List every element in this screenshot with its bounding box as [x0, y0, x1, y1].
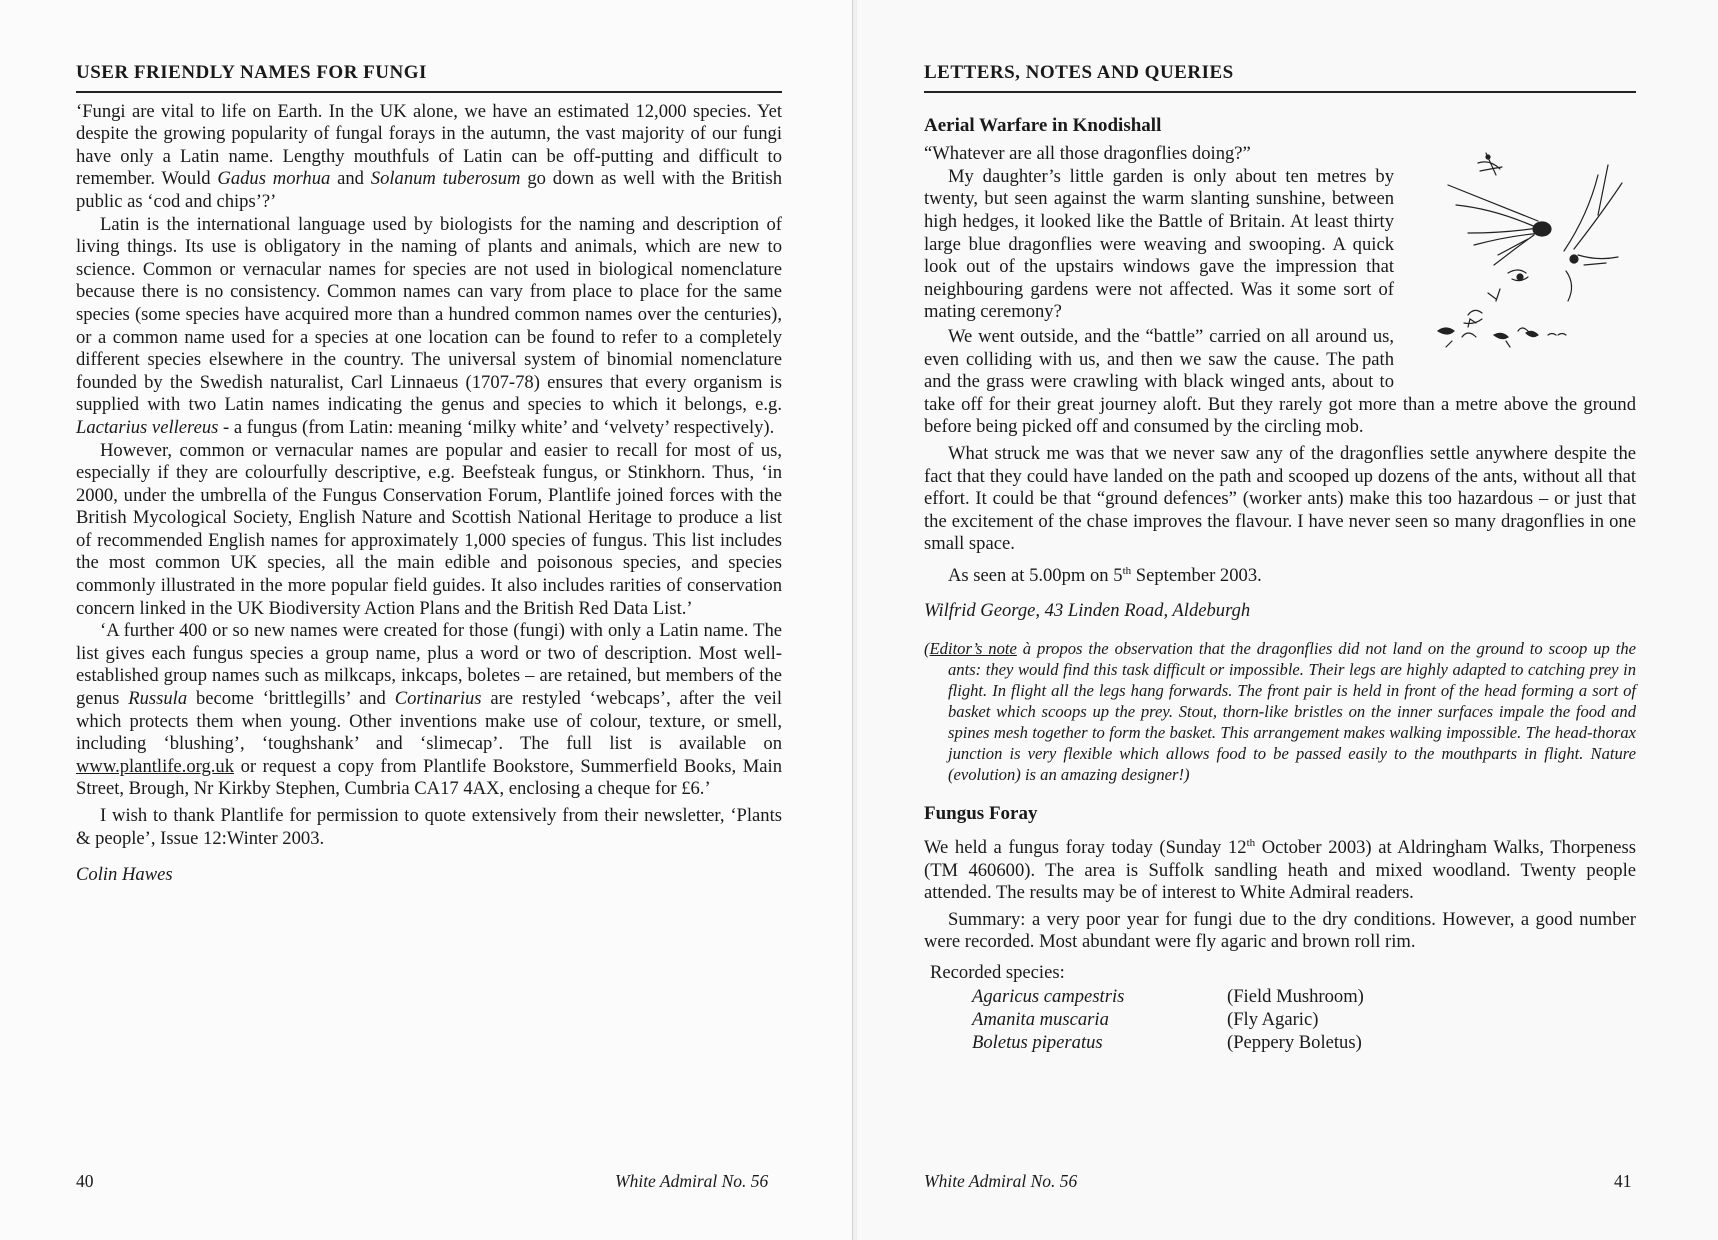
species-latin: Amanita muscaria — [972, 1008, 1109, 1030]
foray-paragraph-1: We held a fungus foray today (Sunday 12th October 2003) at Aldringham Walks, Thorpeness (TM 460600). The area is Suffolk sandling heath and mixed woodland. Twenty people attended. The results may be of interest to White Admiral readers. — [924, 836, 1636, 904]
paragraph-5: I wish to thank Plantlife for permission to quote extensively from their newsletter, ‘Plants & people’, Issue 12:Winter 2003. — [76, 805, 782, 849]
species-latin: Agaricus campestris — [972, 985, 1125, 1007]
left-column — [76, 62, 782, 887]
plantlife-link[interactable]: www.plantlife.org.uk — [76, 755, 235, 777]
journal-title-left: White Admiral No. 56 — [615, 1171, 769, 1191]
foray-paragraph-2: Summary: a very poor year for fungi due to the dry conditions. However, a good number were recorded. Most abundant were fly agaric and brown roll rim. — [924, 908, 1636, 953]
list-item — [924, 1008, 1636, 1031]
species-label: Recorded species: — [930, 962, 1065, 983]
species-common: (Peppery Boletus) — [1227, 1031, 1362, 1053]
editors-note: (Editor’s note à propos the observation that the dragonflies did not land on the ground to scoop up the ants: they would find this task difficult or impossible. Their legs are highly adapted to catching prey in flight. In flight all the legs hang forwards. The front pair is held in front of the head forming a sort of basket which scoops up the prey. Stout, thorn-like bristles on the inner surfaces impale the food and spines mesh together to form the basket. This arrangement makes walking impossible. The head-thorax junction is very flexible which allows food to be passed easily to the mouthparts in flight. Nature (evolution) is an amazing designer!) — [924, 639, 1637, 785]
left-page — [0, 0, 853, 1240]
list-item — [924, 985, 1636, 1008]
dragonfly-illustration — [1408, 145, 1642, 371]
letter-signature: Wilfrid George, 43 Linden Road, Aldeburgh — [924, 599, 1251, 621]
species-list — [924, 962, 1636, 1054]
paragraph-3: However, common or vernacular names are popular and easier to recall for most of us, especially if they are colourfully descriptive, e.g. Beefsteak fungus, or Stinkhorn. Thus, ‘in 2000, under the umbrella of the Fungus Conservation Forum, Plantlife joined forces with the British Mycological Society, English Nature and Scottish National Heritage to produce a list of recommended English names for approximately 1,000 species of fungus. This list includes the most common UK species, all the main edible and poisonous species, and species commonly illustrated in the more popular field guides. It also includes rarities of conservation concern linked in the UK Biodiversity Action Plans and the British Red Data List.’ — [76, 439, 782, 619]
list-item — [924, 1031, 1636, 1054]
paragraph-4: ‘A further 400 or so new names were created for those (fungi) with only a Latin name. The list gives each fungus species a group name, plus a word or two of description. Most well-established group names such as milkcaps, inkcaps, boletes – are retained, but members of the genus Russula become ‘brittlegills’ and Cortinarius are restyled ‘webcaps’, after the veil which protects them when young. Other inventions make use of colour, texture, or smell, including ‘blushing’, ‘toughshank’ and ‘slimecap’. The full list is available on www.plantlife.org.uk or request a copy from Plantlife Bookstore, Summerfield Books, Main Street, Brough, Nr Kirkby Stephen, Cumbria CA17 4AX, enclosing a cheque for £6.’ — [76, 620, 782, 800]
letter-opening-quote: “Whatever are all those dragonflies doing?” — [924, 143, 1251, 165]
journal-title-right: White Admiral No. 56 — [924, 1171, 1078, 1191]
species-common: (Fly Agaric) — [1227, 1008, 1319, 1030]
dragonfly-sketch-icon — [1408, 145, 1642, 371]
letter-paragraph-1: My daughter’s little garden is only about ten metres by twenty, but seen against the warm slanting sunshine, between high hedges, it looked like the Battle of Britain. At least thirty large blue dragonflies were weaving and swooping. A quick look out of the upstairs windows gave the impression that neighbouring gardens were not affected. Was it some sort of mating ceremony? — [924, 165, 1394, 323]
letter-title-aerial-warfare: Aerial Warfare in Knodishall — [924, 114, 1162, 136]
letter-paragraph-2: We went outside, and the “battle” carried on all around us, even colliding with us, and then we saw the cause. The path and the grass were crawling with black winged ants, about to take off for their great journey aloft. But they rarely got more than a metre above the ground before being picked off and consumed by the circling mob. — [924, 325, 1636, 438]
right-page — [857, 0, 1718, 1240]
letter-paragraph-3: What struck me was that we never saw any of the dragonflies settle anywhere despite the fact that they could have landed on the path and scooped up dozens of the ants, without all that effort. It could be that “ground defences” (worker ants) make this too hazardous – or just that the excitement of the chase improves the flavour. I have never seen so many dragonflies in one small space. — [924, 442, 1636, 555]
article-heading: USER FRIENDLY NAMES FOR FUNGI — [76, 62, 782, 93]
right-column — [924, 62, 1636, 1054]
page-number-right: 41 — [1614, 1171, 1632, 1191]
paragraph-1: ‘Fungi are vital to life on Earth. In the UK alone, we have an estimated 12,000 species. Yet despite the growing popularity of fungal forays in the autumn, the vast majority of our fungi have only a Latin name. Lengthy mouthfuls of Latin can be off-putting and difficult to remember. Would Gadus morhua and Solanum tuberosum go down as well with the British public as ‘cod and chips’?’ — [76, 100, 783, 212]
author-signature: Colin Hawes — [76, 864, 173, 886]
paragraph-2: Latin is the international language used by biologists for the naming and description of living things. Its use is obligatory in the naming of plants and animals, which are new to science. Common or vernacular names for species are not used in biological nomenclature because there is no consistency. Common names can vary from place to place for the same species (some species have acquired more than a hundred common names over the centuries), or a common name used for a species at one location can be found to refer to a completely different species elsewhere in the country. The universal system of binomial nomenclature founded by the Swedish naturalist, Carl Linnaeus (1707-78) ensures that every organism is supplied with two Latin names indicating the genus and species to which it belongs, e.g. Lactarius vellereus - a fungus (from Latin: meaning ‘milky white’ and ‘velvety’ respectively). — [76, 213, 782, 438]
species-common: (Field Mushroom) — [1227, 985, 1364, 1007]
letter-title-fungus-foray: Fungus Foray — [924, 803, 1038, 825]
section-heading: LETTERS, NOTES AND QUERIES — [924, 62, 1636, 93]
page-number-left: 40 — [76, 1171, 94, 1191]
letter-paragraph-4: As seen at 5.00pm on 5th September 2003. — [948, 564, 1262, 587]
species-latin: Boletus piperatus — [972, 1031, 1103, 1053]
